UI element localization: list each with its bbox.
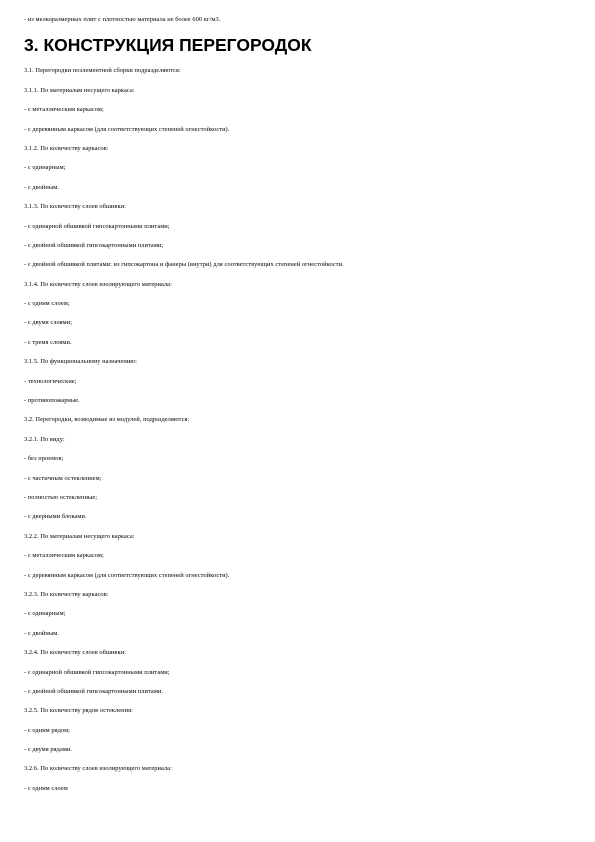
paragraph-line: - с одинарной обшивкой гипсокартонными плитами;: [24, 668, 170, 676]
paragraph-line: - с деревянным каркасом (для соответствующих степеней огнестойкости).: [24, 571, 230, 579]
paragraph-line: - с двумя слоями;: [24, 319, 73, 327]
paragraph-line: - с двумя рядами.: [24, 746, 73, 754]
paragraph-line: 3.2.5. По количеству рядов остекления:: [24, 707, 133, 715]
paragraph-line: - с одинарным;: [24, 610, 66, 618]
paragraph-line: 3.1.2. По количеству каркасов:: [24, 144, 109, 152]
paragraph-line: - технологические;: [24, 377, 77, 385]
paragraph-line: - с металлическим каркасом;: [24, 106, 104, 114]
paragraph-line: 3.1. Перегородки поэлементной сборки подразделяются:: [24, 67, 181, 75]
paragraph-line: 3.1.5. По функциональному назначению:: [24, 358, 137, 366]
paragraph-line: - с частичным остеклением;: [24, 474, 102, 482]
paragraph-line: 3.2.4. По количеству слоев обшивки:: [24, 649, 126, 657]
paragraph-line: 3.1.3. По количеству слоев обшивки:: [24, 203, 126, 211]
paragraph-line: - с одним слоем;: [24, 300, 70, 308]
paragraph-line: 3.2.1. По виду:: [24, 435, 65, 443]
paragraph-line: - с двойным.: [24, 183, 59, 191]
paragraph-line: - с тремя слоями.: [24, 338, 72, 346]
paragraph-line: 3.2.2. По материалам несущего каркаса:: [24, 532, 135, 540]
paragraph-line: - с одним рядом;: [24, 726, 70, 734]
section-heading: 3. КОНСТРУКЦИЯ ПЕРЕГОРОДОК: [24, 35, 312, 56]
paragraph-line: - с дверными блоками.: [24, 513, 87, 521]
paragraph-line: - с одинарным;: [24, 164, 66, 172]
section-body: [24, 67, 584, 792]
paragraph-line: - противопожарные.: [24, 397, 80, 405]
paragraph-line: 3.1.1. По материалам несущего каркаса:: [24, 86, 135, 94]
paragraph-line: - с двойной обшивкой гипсокартонными плитами.: [24, 687, 164, 695]
paragraph-line: - полностью остекленные;: [24, 493, 98, 501]
paragraph-line: 3.2. Перегородки, возводимые из модулей, подразделяются:: [24, 416, 190, 424]
paragraph-line: - с одним слоем: [24, 784, 68, 792]
paragraph-line: - без проемов;: [24, 455, 64, 463]
document-page: [24, 16, 584, 804]
paragraph-line: 3.2.3. По количеству каркасов:: [24, 590, 109, 598]
paragraph-line: 3.2.6. По количеству слоев изолирующего материала:: [24, 765, 172, 773]
paragraph-line: 3.1.4. По количеству слоев изолирующего материала:: [24, 280, 172, 288]
paragraph-line: - с металлическим каркасом;: [24, 552, 104, 560]
paragraph-line: - с одинарной обшивкой гипсокартонными плитами;: [24, 222, 170, 230]
continued-list-item: - из мелкоразмерных плит с плотностью материала не более 600 кг/м3.: [24, 16, 221, 23]
paragraph-line: - с двойной обшивкой гипсокартонными плитами;: [24, 241, 164, 249]
paragraph-line: - с двойной обшивкой плитами: из гипсокартона и фанеры (внутри) для соответствующих степеней огнестойкости.: [24, 261, 344, 269]
paragraph-line: - с деревянным каркасом (для соответствующих степеней огнестойкости).: [24, 125, 230, 133]
paragraph-line: - с двойным.: [24, 629, 59, 637]
